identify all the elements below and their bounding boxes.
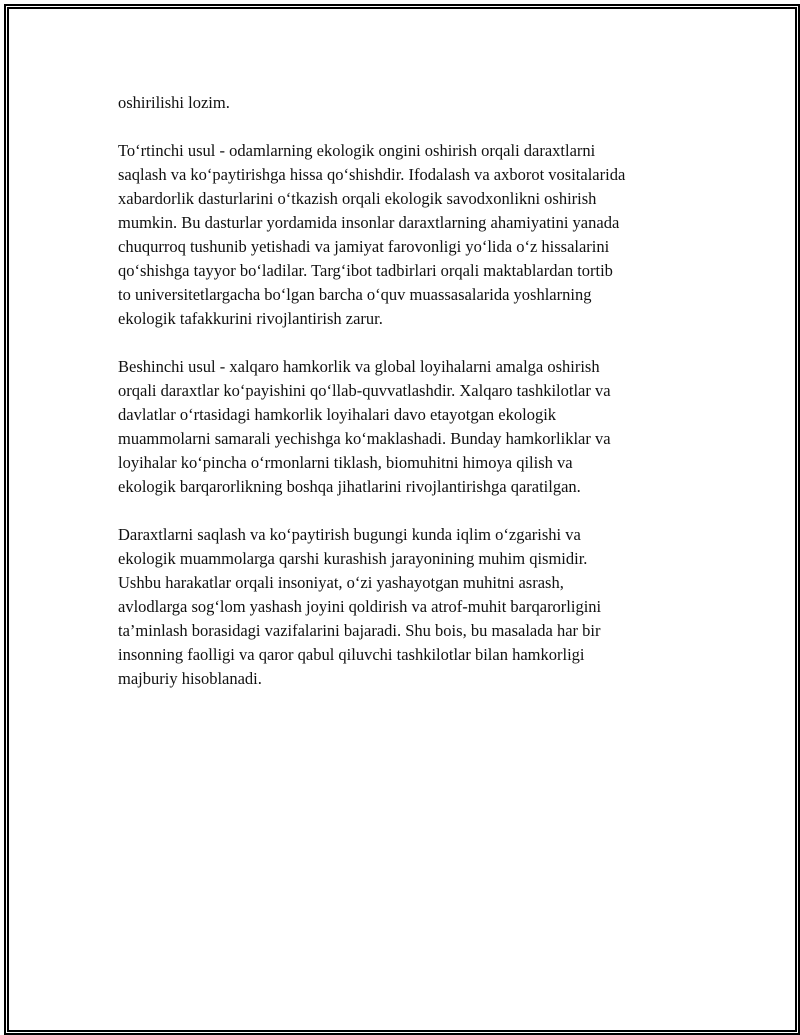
text-line: loyihalar ko‘pincha o‘rmonlarni tiklash, biomuhitni himoya qilish va [118, 453, 573, 472]
text-line: mumkin. Bu dasturlar yordamida insonlar daraxtlarning ahamiyatini yanada [118, 213, 620, 232]
text-line: avlodlarga sog‘lom yashash joyini qoldirish va atrof-muhit barqarorligini [118, 597, 602, 616]
text-line: orqali daraxtlar ko‘payishini qo‘llab-quvvatlashdir. Xalqaro tashkilotlar va [118, 381, 611, 400]
text-line: qo‘shishga tayyor bo‘ladilar. Targ‘ibot tadbirlari orqali maktablardan tortib [118, 261, 613, 280]
paragraph-fourth-method [118, 139, 698, 331]
text-line: xabardorlik dasturlarini o‘tkazish orqali ekologik savodxonlikni oshirish [118, 189, 597, 208]
text-line: ekologik barqarorlikning boshqa jihatlarini rivojlantirishga qaratilgan. [118, 477, 581, 496]
text-line: Ushbu harakatlar orqali insoniyat, o‘zi yashayotgan muhitni asrash, [118, 573, 564, 592]
text-line: majburiy hisoblanadi. [118, 669, 262, 688]
text-line: muammolarni samarali yechishga ko‘maklashadi. Bunday hamkorliklar va [118, 429, 611, 448]
document-body [118, 91, 698, 715]
text-line: insonning faolligi va qaror qabul qiluvchi tashkilotlar bilan hamkorligi [118, 645, 585, 664]
text-line: ekologik tafakkurini rivojlantirish zarur. [118, 309, 383, 328]
paragraph-continuation [118, 91, 698, 115]
text-line: ekologik muammolarga qarshi kurashish jarayonining muhim qismidir. [118, 549, 588, 568]
paragraph-fifth-method [118, 355, 698, 499]
text-line: ta’minlash borasidagi vazifalarini bajaradi. Shu bois, bu masalada har bir [118, 621, 601, 640]
text-line: Daraxtlarni saqlash va ko‘paytirish bugungi kunda iqlim o‘zgarishi va [118, 525, 581, 544]
text-line: Beshinchi usul - xalqaro hamkorlik va global loyihalarni amalga oshirish [118, 357, 600, 376]
paragraph-conclusion [118, 523, 698, 691]
text-line: oshirilishi lozim. [118, 93, 230, 112]
text-line: davlatlar o‘rtasidagi hamkorlik loyihalari davo etayotgan ekologik [118, 405, 557, 424]
text-line: to universitetlargacha bo‘lgan barcha o‘quv muassasalarida yoshlarning [118, 285, 592, 304]
text-line: To‘rtinchi usul - odamlarning ekologik ongini oshirish orqali daraxtlarni [118, 141, 596, 160]
text-line: saqlash va ko‘paytirishga hissa qo‘shishdir. Ifodalash va axborot vositalarida [118, 165, 626, 184]
text-line: chuqurroq tushunib yetishadi va jamiyat farovonligi yo‘lida o‘z hissalarini [118, 237, 610, 256]
